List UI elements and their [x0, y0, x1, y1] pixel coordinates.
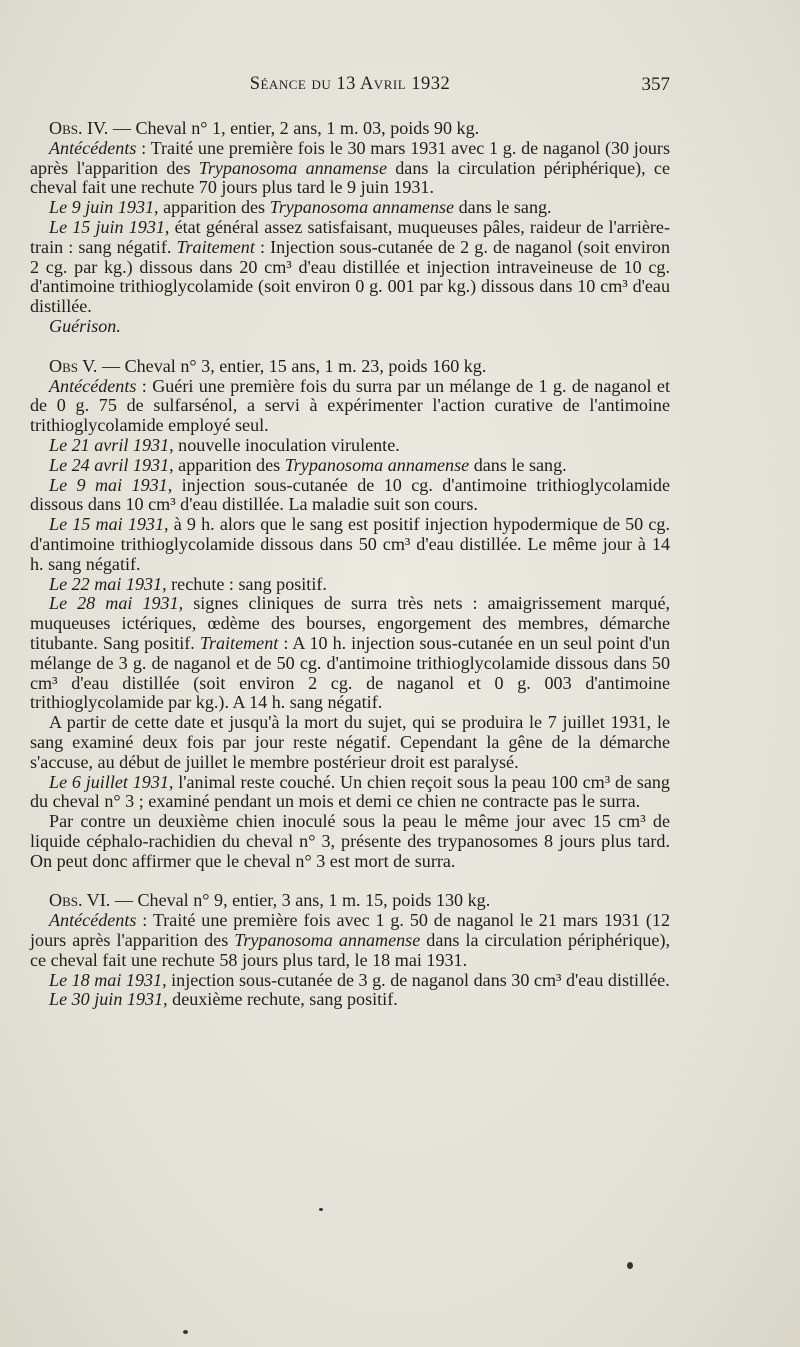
obs4-date-15-juin: Le 15 juin 1931 [49, 216, 165, 237]
obs5-text-15-mai: , à 9 h. alors que le sang est positif injection hypodermique de 50 cg. d'antimoine trithioglycolamide dissous dans 50 cm³ d'eau distillée. Le même jour à 14 h. sang négatif. [30, 514, 670, 574]
obs5-antecedents-text: : Guéri une première fois du surra par un mélange de 1 g. de naganol et de 0 g. 75 de sulfarsénol, a servi à expérimenter l'action curative de l'antimoine trithioglycolamide employé seul. [30, 375, 670, 436]
obs5-text-22-mai: , rechute : sang positif. [162, 573, 327, 594]
obs5-text-28-mai-1: , signes cliniques de surra très nets : amaigrissement marqué, muqueuses ictériques, œdème des bourses, engorgement des membres, démarche titubante. Sang positif. [30, 593, 671, 653]
obs4-antecedents [30, 139, 670, 198]
obs6-antecedents-text-2: dans la circulation périphérique), ce cheval fait une rechute 58 jours plus tard, le 18 mai 1931. [30, 930, 670, 970]
obs5-traitement-label: Traitement [199, 632, 279, 653]
ink-speck [319, 1208, 323, 1211]
running-title: Séance du 13 Avril 1932 [249, 74, 451, 94]
obs4-text-15-juin-1: , état général assez satisfaisant, muqueuses pâles, raideur de l'arrière-train : sang négatif. [30, 216, 670, 257]
obs4-antecedents-text-1: : Traité une première fois le 30 mars 1931 avec 1 g. de naganol (30 jours après l'apparition des [30, 137, 670, 178]
obs5-entry-6-juillet [30, 773, 670, 813]
ink-speck [183, 1330, 188, 1334]
obs5-date-28-mai: Le 28 mai 1931 [49, 593, 179, 614]
obs6-entry-30-juin [30, 990, 670, 1010]
obs4-heading [30, 119, 670, 139]
obs5-date-6-juillet: Le 6 juillet 1931 [49, 771, 169, 792]
obs4-antecedents-species: Trypanosoma annamense [198, 157, 387, 178]
obs5-species-24-avril: Trypanosoma annamense [284, 454, 470, 475]
obs5-text-21-avril: , nouvelle inoculation virulente. [169, 434, 400, 455]
obs4-text-9-juin-2: dans le sang. [454, 197, 552, 218]
obs4-outcome [30, 317, 670, 337]
obs6-antecedents-text-1: : Traité une première fois avec 1 g. 50 de naganol le 21 mars 1931 (12 jours après l'apparition des [30, 910, 670, 951]
obs4-label: Obs. IV. [49, 118, 109, 138]
obs4-text-15-juin-2: : Injection sous-cutanée de 2 g. de naganol (soit environ 2 cg. par kg.) dissous dans 20 cm³ d'eau distillée et injection intraveineuse de 10 cg. d'antimoine trithioglycolamide (soit environ 0 g. 001 par kg.) dissous dans 10 cm³ d'eau distillée. [30, 236, 670, 317]
obs4-entry-15-juin [30, 218, 670, 317]
obs5-text-24-avril-2: dans le sang. [469, 454, 567, 475]
obs5-text-6-juillet: , l'animal reste couché. Un chien reçoit sous la peau 100 cm³ de sang du cheval n° 3 ; examiné pendant un mois et demi ce chien ne contracte pas le surra. [30, 771, 670, 812]
obs4-guerison: Guérison. [49, 315, 121, 336]
obs5-entry-22-mai [30, 575, 670, 595]
obs6-date-30-juin: Le 30 juin 1931 [49, 989, 164, 1010]
obs4-entry-9-juin [30, 198, 670, 218]
obs4-date-9-juin: Le 9 juin 1931 [49, 197, 155, 218]
page-number: 357 [641, 74, 670, 95]
obs5-followup-text: A partir de cette date et jusqu'à la mort du sujet, qui se produira le 7 juillet 1931, le sang examiné deux fois par jour reste négatif. Cependant la gêne de la démarche s'accuse, au début de juillet le membre postérieur droit est paralysé. [30, 712, 670, 772]
obs5-date-9-mai: Le 9 mai 1931 [49, 474, 168, 495]
page-body [30, 119, 670, 1010]
obs6-heading [30, 891, 670, 911]
obs5-entry-21-avril [30, 436, 670, 456]
obs4-antecedents-text-2: dans la circulation périphérique), ce cheval fait une rechute 70 jours plus tard le 9 juin 1931. [30, 157, 670, 198]
obs5-heading [30, 357, 670, 377]
obs5-conclusion [30, 812, 670, 871]
obs5-entry-28-mai [30, 594, 670, 713]
obs4-species-9-juin: Trypanosoma annamense [269, 197, 455, 218]
obs5-entry-15-mai [30, 515, 670, 574]
obs4-antecedents-label: Antécédents [49, 137, 137, 158]
obs5-date-21-avril: Le 21 avril 1931 [49, 434, 170, 455]
obs5-entry-24-avril [30, 456, 670, 476]
obs5-date-15-mai: Le 15 mai 1931 [49, 514, 165, 535]
obs6-antecedents-label: Antécédents [49, 910, 137, 931]
obs6-text-18-mai: , injection sous-cutanée de 3 g. de naganol dans 30 cm³ d'eau distillée. [162, 969, 670, 990]
obs4-text-9-juin-1: , apparition des [154, 197, 270, 218]
page-header [30, 74, 670, 98]
obs6-date-18-mai: Le 18 mai 1931 [49, 969, 163, 990]
ink-speck [627, 1262, 633, 1269]
obs5-text-24-avril-1: , apparition des [169, 454, 285, 475]
obs5-description: — Cheval n° 3, entier, 15 ans, 1 m. 23, poids 160 kg. [97, 355, 487, 376]
obs4-description: — Cheval n° 1, entier, 2 ans, 1 m. 03, poids 90 kg. [108, 118, 480, 138]
obs5-antecedents [30, 377, 670, 436]
obs5-entry-9-mai [30, 476, 670, 516]
obs5-label: Obs V. [49, 355, 98, 376]
obs6-label: Obs. VI. [49, 890, 111, 911]
obs5-antecedents-label: Antécédents [49, 375, 137, 396]
obs5-text-9-mai: , injection sous-cutanée de 10 cg. d'antimoine trithioglycolamide dissous dans 10 cm³ d'eau distillée. La maladie suit son cours. [30, 474, 670, 515]
obs6-text-30-juin: , deuxième rechute, sang positif. [163, 989, 398, 1010]
obs6-entry-18-mai [30, 971, 670, 991]
obs6-description: — Cheval n° 9, entier, 3 ans, 1 m. 15, poids 130 kg. [110, 890, 491, 911]
obs4-traitement-label: Traitement [176, 236, 255, 257]
obs5-date-22-mai: Le 22 mai 1931 [49, 573, 163, 594]
obs6-antecedents-species: Trypanosoma annamense [234, 930, 421, 951]
obs5-date-24-avril: Le 24 avril 1931 [49, 454, 170, 475]
obs5-text-28-mai-2: : A 10 h. injection sous-cutanée en un seul point d'un mélange de 3 g. de naganol et de 50 cg. d'antimoine trithioglycolamide dissous dans 50 cm³ d'eau distillée (soit environ 2 cg. de naganol et 0 g. 003 d'antimoine trithioglycolamide par kg.). A 14 h. sang négatif. [30, 632, 670, 713]
obs6-antecedents [30, 911, 670, 970]
obs5-followup [30, 713, 670, 772]
obs5-conclusion-text: Par contre un deuxième chien inoculé sous la peau le même jour avec 15 cm³ de liquide céphalo-rachidien du cheval n° 3, présente des trypanosomes 8 jours plus tard. On peut donc affirmer que le cheval n° 3 est mort de surra. [30, 811, 670, 871]
